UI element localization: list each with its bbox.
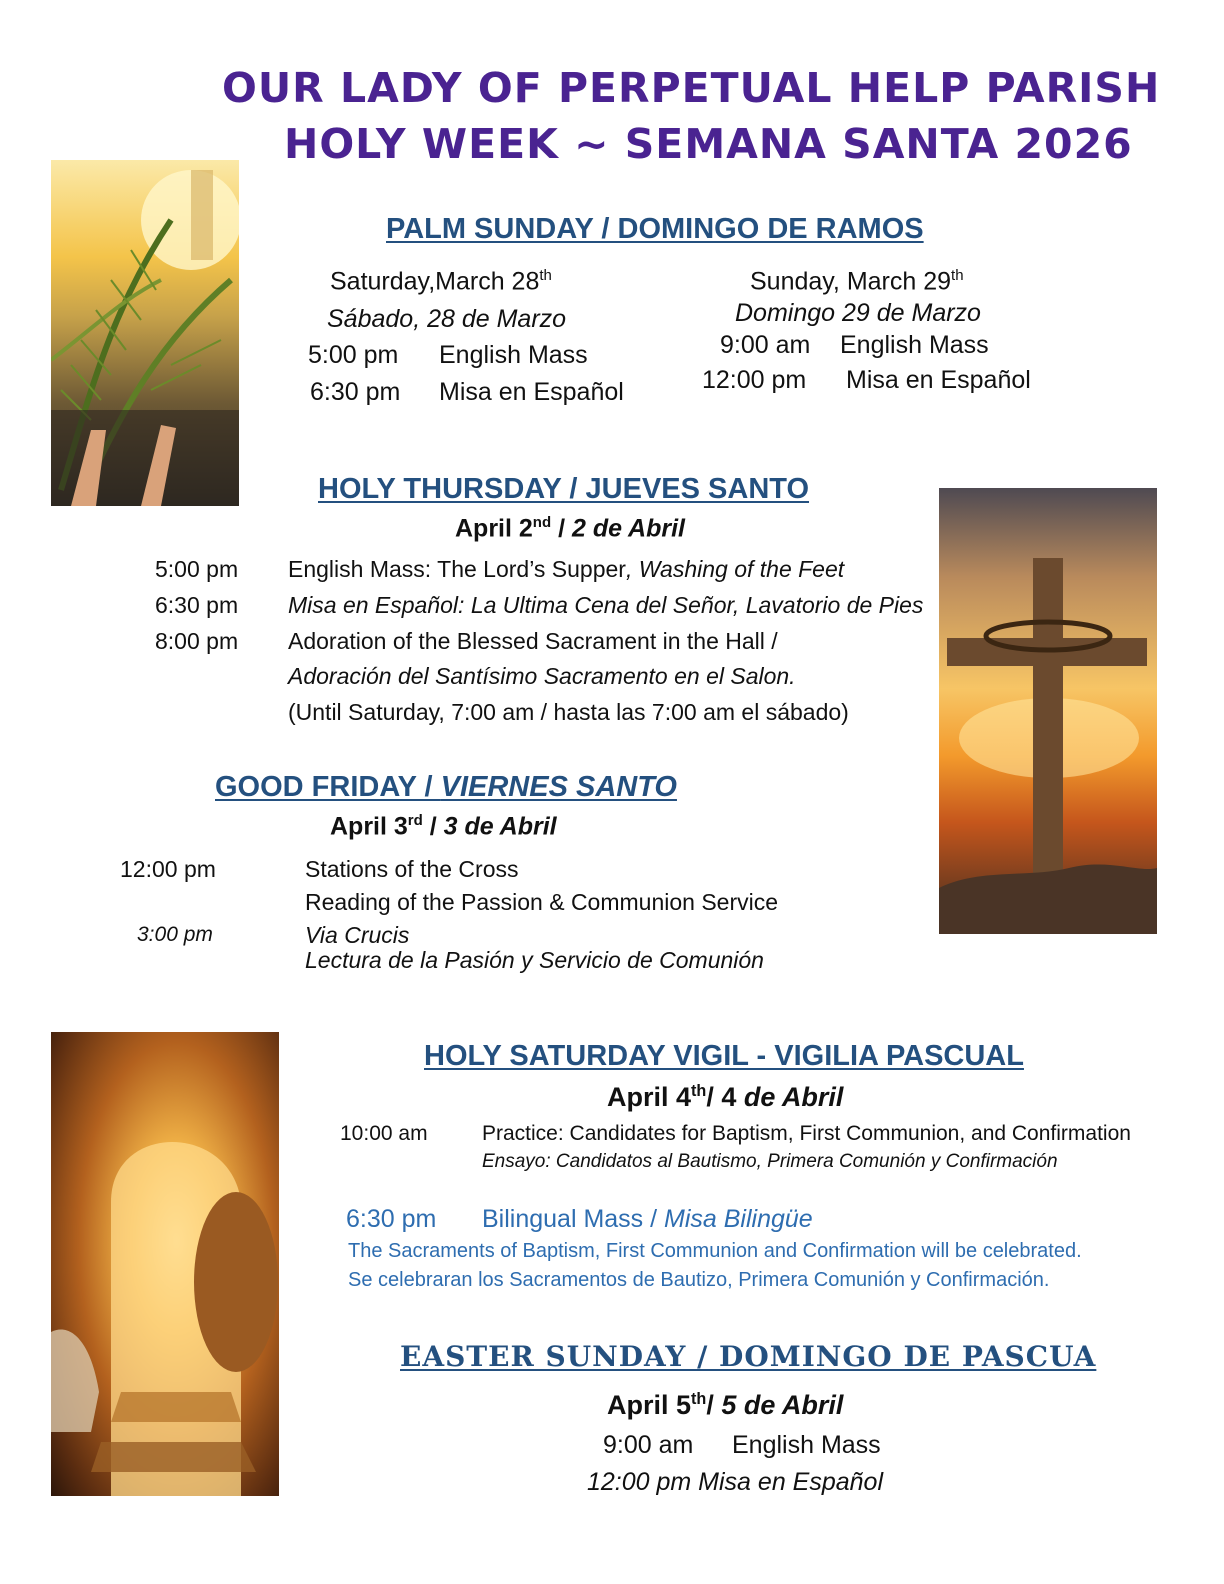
easter-date: April 5th/ 5 de Abril <box>607 1390 844 1420</box>
palm-sat-time-2: 6:30 pm <box>310 378 401 406</box>
palm-sunday-date-es: Domingo 29 de Marzo <box>735 299 981 327</box>
palm-branches-image <box>51 160 239 506</box>
palm-sun-time-2: 12:00 pm <box>702 366 807 394</box>
thursday-desc-5: (Until Saturday, 7:00 am / hasta las 7:00 am el sábado) <box>288 699 849 725</box>
palm-sat-desc-1: English Mass <box>439 341 588 369</box>
thursday-desc-1: English Mass: The Lord’s Supper, Washing of the Feet <box>288 556 845 582</box>
saturday-note-1: The Sacraments of Baptism, First Communion and Confirmation will be celebrated. <box>348 1240 1082 1262</box>
thursday-desc-2: Misa en Español: La Ultima Cena del Señor, Lavatorio de Pies <box>288 592 924 618</box>
holy-saturday-date: April 4th/ 4 de Abril <box>607 1082 844 1112</box>
cross-illustration <box>939 488 1157 934</box>
thursday-desc-3: Adoration of the Blessed Sacrament in the Hall / <box>288 628 778 654</box>
saturday-note-2: Se celebraran los Sacramentos de Bautizo, Primera Comunión y Confirmación. <box>348 1269 1050 1291</box>
saturday-time-1: 10:00 am <box>340 1122 428 1145</box>
palm-sun-desc-1: English Mass <box>840 331 989 359</box>
friday-time-1: 12:00 pm <box>120 856 216 882</box>
easter-sunday-heading: EASTER SUNDAY / DOMINGO DE PASCUA <box>400 1340 1097 1373</box>
tomb-illustration <box>51 1032 279 1496</box>
empty-tomb-image <box>51 1032 279 1496</box>
friday-desc-2: Reading of the Passion & Communion Service <box>305 889 779 915</box>
friday-time-2: 3:00 pm <box>137 923 213 946</box>
palm-sat-time-1: 5:00 pm <box>308 341 399 369</box>
saturday-time-2: 6:30 pm <box>346 1205 437 1233</box>
easter-line-2: 12:00 pm Misa en Español <box>587 1468 884 1496</box>
palm-saturday-date: Saturday,March 28th <box>330 267 552 296</box>
holy-thursday-date: April 2nd / 2 de Abril <box>455 514 685 543</box>
easter-desc-1: English Mass <box>732 1431 881 1459</box>
friday-desc-4: Lectura de la Pasión y Servicio de Comunión <box>305 947 764 973</box>
saturday-desc-1: Practice: Candidates for Baptism, First Communion, and Confirmation <box>482 1122 1131 1145</box>
saturday-mass: Bilingual Mass / Misa Bilingüe <box>482 1205 813 1233</box>
palm-sun-desc-2: Misa en Español <box>846 366 1031 394</box>
cross-sunset-image <box>939 488 1157 934</box>
easter-time-1: 9:00 am <box>603 1431 694 1459</box>
friday-desc-1: Stations of the Cross <box>305 856 519 882</box>
good-friday-heading: GOOD FRIDAY / VIERNES SANTO <box>215 771 677 803</box>
palm-sat-desc-2: Misa en Español <box>439 378 624 406</box>
holy-saturday-heading: HOLY SATURDAY VIGIL - VIGILIA PASCUAL <box>424 1040 1024 1072</box>
palm-sunday-heading: PALM SUNDAY / DOMINGO DE RAMOS <box>386 213 924 245</box>
friday-desc-3: Via Crucis <box>305 922 410 948</box>
good-friday-date: April 3rd / 3 de Abril <box>330 812 557 841</box>
palm-sunday-date: Sunday, March 29th <box>750 267 964 296</box>
palm-saturday-date-es: Sábado, 28 de Marzo <box>327 305 567 333</box>
thursday-time-1: 5:00 pm <box>155 556 239 582</box>
palm-sun-time-1: 9:00 am <box>720 331 811 359</box>
saturday-desc-2: Ensayo: Candidatos al Bautismo, Primera Comunión y Confirmación <box>482 1151 1058 1172</box>
holy-thursday-heading: HOLY THURSDAY / JUEVES SANTO <box>318 473 810 505</box>
holy-week-title: HOLY WEEK ~ SEMANA SANTA 2026 <box>284 120 1133 168</box>
thursday-time-3: 8:00 pm <box>155 628 239 654</box>
thursday-time-2: 6:30 pm <box>155 592 239 618</box>
parish-title: OUR LADY OF PERPETUAL HELP PARISH <box>222 64 1161 112</box>
palm-illustration <box>51 160 239 506</box>
thursday-desc-4: Adoración del Santísimo Sacramento en el Salon. <box>288 663 796 689</box>
